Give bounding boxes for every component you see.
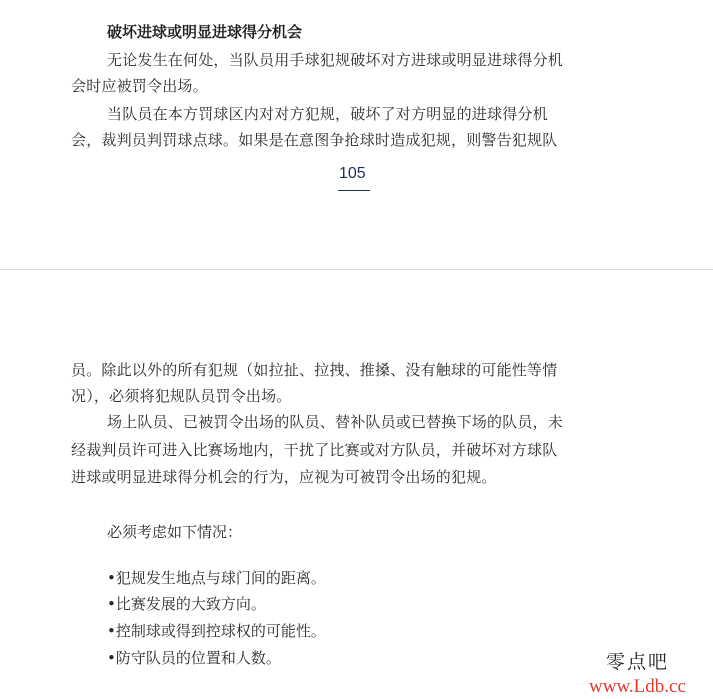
page-number: 105 bbox=[339, 165, 366, 182]
page-105 bbox=[0, 0, 713, 270]
page-106 bbox=[0, 271, 713, 699]
bullet-item: •比赛发展的大致方向。 bbox=[107, 595, 266, 613]
paragraph-line: 当队员在本方罚球区内对对方犯规，破坏了对方明显的进球得分机 bbox=[107, 105, 548, 123]
paragraph-line: 员。除此以外的所有犯规（如拉扯、拉拽、推搡、没有触球的可能性等情 bbox=[71, 361, 558, 379]
paragraph-line: 无论发生在何处，当队员用手球犯规破坏对方进球或明显进球得分机 bbox=[107, 51, 564, 69]
paragraph-line: 场上队员、已被罚令出场的队员、替补队员或已替换下场的队员，未 bbox=[107, 413, 564, 431]
bullet-item: •犯规发生地点与球门间的距离。 bbox=[107, 569, 326, 587]
page-divider bbox=[0, 269, 713, 270]
paragraph-line: 况），必须将犯规队员罚令出场。 bbox=[71, 387, 292, 405]
paragraph-line: 会，裁判员判罚球点球。如果是在意图争抢球时造成犯规，则警告犯规队 bbox=[71, 131, 558, 149]
bullet-item: •控制球或得到控球权的可能性。 bbox=[107, 622, 326, 640]
consider-label: 必须考虑如下情况： bbox=[107, 523, 243, 541]
paragraph-line: 经裁判员许可进入比赛场地内，干扰了比赛或对方队员，并破坏对方球队 bbox=[71, 441, 558, 459]
section-heading: 破坏进球或明显进球得分机会 bbox=[107, 23, 303, 41]
paragraph-line: 会时应被罚令出场。 bbox=[71, 77, 208, 95]
page-number-underline bbox=[338, 190, 370, 191]
bullet-item: •防守队员的位置和人数。 bbox=[107, 649, 281, 667]
paragraph-line: 进球或明显进球得分机会的行为，应视为可被罚令出场的犯规。 bbox=[71, 468, 497, 486]
watermark-text: 零点吧 bbox=[606, 651, 670, 673]
watermark-url: www.Ldb.cc bbox=[589, 676, 686, 697]
